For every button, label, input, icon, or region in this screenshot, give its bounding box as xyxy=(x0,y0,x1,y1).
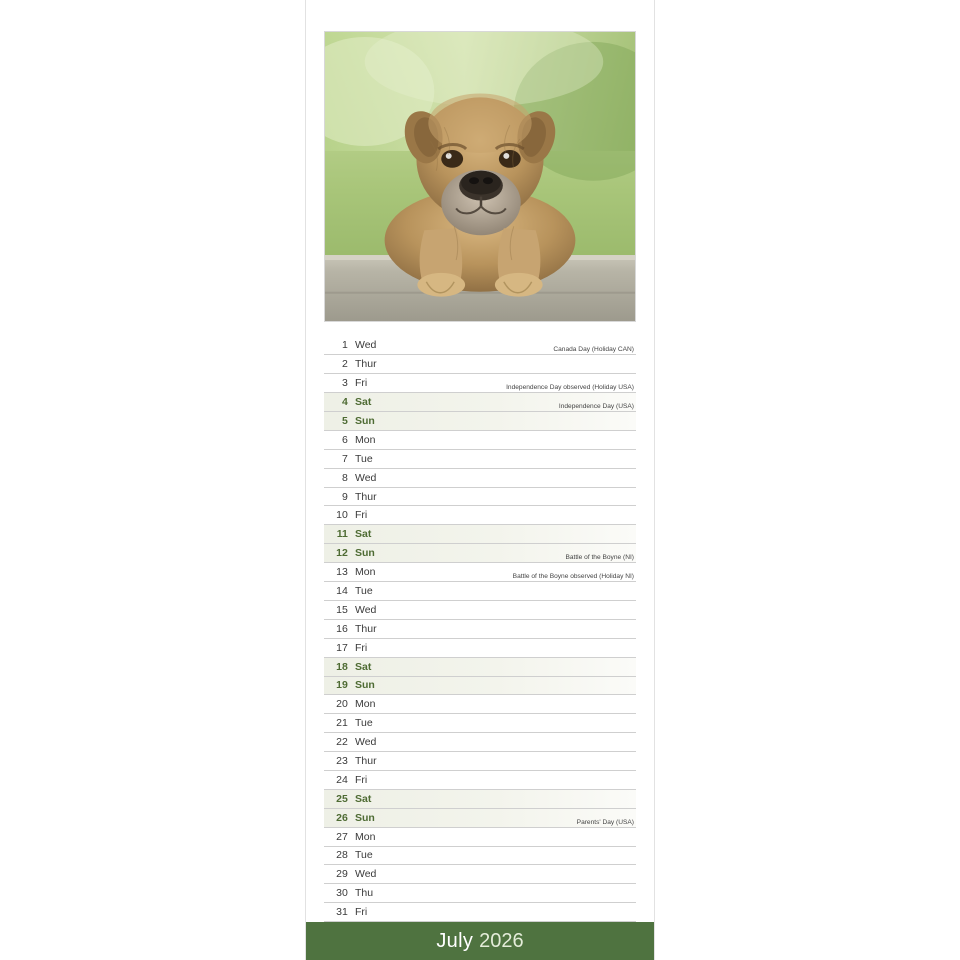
day-list xyxy=(324,336,636,922)
day-row[interactable] xyxy=(324,563,636,582)
day-row[interactable] xyxy=(324,733,636,752)
day-row[interactable] xyxy=(324,847,636,866)
day-number: 1 xyxy=(342,339,348,352)
day-row[interactable] xyxy=(324,809,636,828)
day-row[interactable] xyxy=(324,355,636,374)
day-name: Sat xyxy=(355,528,372,541)
day-row[interactable] xyxy=(324,393,636,412)
day-name: Sun xyxy=(355,811,375,824)
day-name: Thur xyxy=(355,622,377,635)
day-number: 16 xyxy=(336,622,348,635)
day-number: 28 xyxy=(336,849,348,862)
day-number: 21 xyxy=(336,717,348,730)
holiday-note: Independence Day (USA) xyxy=(558,403,634,411)
holiday-note: Canada Day (Holiday CAN) xyxy=(553,346,634,354)
day-name: Fri xyxy=(355,641,368,654)
day-number: 29 xyxy=(336,868,348,881)
day-row[interactable] xyxy=(324,828,636,847)
day-row[interactable] xyxy=(324,582,636,601)
day-number: 23 xyxy=(336,755,348,767)
day-name: Mon xyxy=(355,433,376,446)
day-number: 30 xyxy=(336,887,348,900)
day-row[interactable] xyxy=(324,374,636,393)
holiday-note: Battle of the Boyne observed (Holiday NI) xyxy=(512,573,634,581)
day-row[interactable] xyxy=(324,601,636,620)
holiday-note: Parents' Day (USA) xyxy=(576,818,634,826)
day-name: Tue xyxy=(355,452,373,465)
day-number: 14 xyxy=(336,584,348,597)
day-number: 6 xyxy=(342,433,348,446)
day-row[interactable] xyxy=(324,752,636,771)
day-name: Sat xyxy=(355,792,372,805)
day-row[interactable] xyxy=(324,469,636,488)
day-name: Sun xyxy=(355,679,375,692)
day-row[interactable] xyxy=(324,865,636,884)
day-name: Sun xyxy=(355,414,375,427)
day-row[interactable] xyxy=(324,903,636,922)
day-row[interactable] xyxy=(324,695,636,714)
day-name: Sat xyxy=(355,396,372,409)
holiday-note: Independence Day observed (Holiday USA) xyxy=(506,384,634,392)
day-number: 7 xyxy=(342,452,348,465)
day-name: Wed xyxy=(355,471,377,484)
day-row[interactable] xyxy=(324,677,636,696)
day-number: 9 xyxy=(342,490,348,503)
day-name: Thur xyxy=(355,490,377,503)
day-name: Tue xyxy=(355,849,373,862)
year-label: 2026 xyxy=(479,929,524,952)
day-name: Fri xyxy=(355,906,368,919)
day-name: Fri xyxy=(355,509,368,522)
day-row[interactable] xyxy=(324,336,636,355)
month-footer xyxy=(306,922,654,960)
day-number: 27 xyxy=(336,830,348,843)
day-number: 4 xyxy=(342,396,348,409)
day-number: 10 xyxy=(336,509,348,522)
day-number: 31 xyxy=(336,906,348,919)
day-name: Fri xyxy=(355,773,368,786)
day-number: 15 xyxy=(336,603,348,616)
day-number: 24 xyxy=(336,773,348,786)
day-number: 13 xyxy=(336,566,348,579)
day-name: Tue xyxy=(355,717,373,730)
day-name: Wed xyxy=(355,736,377,749)
month-label: July xyxy=(436,929,474,952)
day-row[interactable] xyxy=(324,506,636,525)
puppy-photo-illustration xyxy=(325,32,635,321)
day-name: Sun xyxy=(355,547,375,560)
calendar-page xyxy=(305,0,655,960)
day-number: 3 xyxy=(342,377,348,390)
day-name: Sat xyxy=(355,660,372,673)
day-name: Wed xyxy=(355,603,377,616)
day-row[interactable] xyxy=(324,412,636,431)
day-row[interactable] xyxy=(324,884,636,903)
day-name: Thur xyxy=(355,755,377,767)
day-number: 22 xyxy=(336,736,348,749)
holiday-note: Battle of the Boyne (NI) xyxy=(565,554,634,562)
puppy-photo xyxy=(324,31,636,322)
day-number: 19 xyxy=(336,679,348,692)
day-number: 26 xyxy=(336,811,348,824)
day-name: Mon xyxy=(355,566,376,579)
day-row[interactable] xyxy=(324,488,636,507)
day-number: 2 xyxy=(342,358,348,371)
day-name: Thur xyxy=(355,358,377,371)
day-row[interactable] xyxy=(324,771,636,790)
day-row[interactable] xyxy=(324,450,636,469)
day-number: 11 xyxy=(336,528,348,541)
day-number: 8 xyxy=(342,471,348,484)
day-row[interactable] xyxy=(324,544,636,563)
day-name: Wed xyxy=(355,868,377,881)
day-row[interactable] xyxy=(324,525,636,544)
day-row[interactable] xyxy=(324,790,636,809)
day-row[interactable] xyxy=(324,620,636,639)
day-name: Wed xyxy=(355,339,377,352)
day-name: Mon xyxy=(355,698,376,711)
day-name: Tue xyxy=(355,584,373,597)
day-name: Mon xyxy=(355,830,376,843)
day-row[interactable] xyxy=(324,431,636,450)
day-number: 25 xyxy=(336,792,348,805)
day-number: 17 xyxy=(336,641,348,654)
day-number: 20 xyxy=(336,698,348,711)
day-row[interactable] xyxy=(324,658,636,677)
day-number: 5 xyxy=(342,414,348,427)
day-name: Fri xyxy=(355,377,368,390)
day-name: Thu xyxy=(355,887,374,900)
day-number: 18 xyxy=(336,660,348,673)
day-row[interactable] xyxy=(324,714,636,733)
day-number: 12 xyxy=(336,547,348,560)
day-row[interactable] xyxy=(324,639,636,658)
